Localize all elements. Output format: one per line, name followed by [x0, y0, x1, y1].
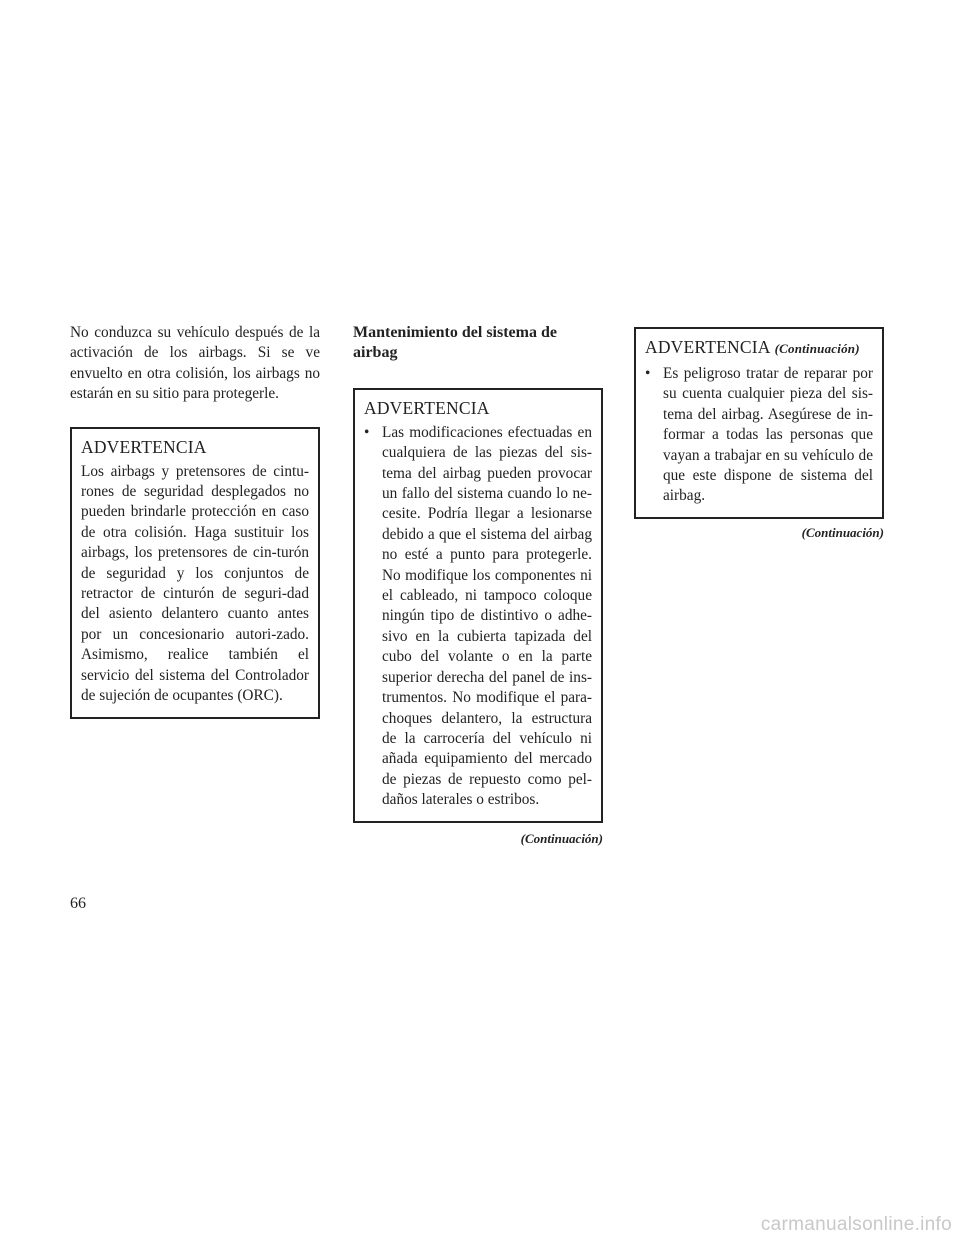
warning-title: [81, 436, 309, 458]
warning-box-3: [634, 327, 884, 519]
intro-paragraph: No conduzca su vehículo después de la activación de los airbags. Si se ve envuelto en otra colisión, los airbags no estarán en su sitio para protegerle.: [70, 324, 320, 403]
warning-title: [364, 397, 592, 419]
warning-text: Los airbags y pretensores de cintu-rones de seguridad desplegados no pueden brindarle protección en caso de otra colisión. Haga sustituir los airbags, los pretensores de cin-turón de seguridad y los conjuntos de retractor de cinturón de seguri-dad del asiento delantero cuanto antes por un concesionario autori-zado. Asimismo, realice también el servicio del sistema del Controlador de sujeción de ocupantes (ORC).: [81, 462, 309, 705]
warning-title: [645, 336, 873, 360]
column-left: [70, 323, 320, 719]
watermark-text: carmanualsonline.info: [760, 1214, 952, 1235]
page-number: 66: [70, 895, 86, 912]
warning-box-2: [353, 388, 603, 823]
bullet-text: Es peligroso tratar de reparar por su cuenta cualquier pieza del sis-tema del airbag. Asegúrese de in-formar a todas las personas que vayan a trabajar en su vehículo de que este dispone de sistema del airbag.: [663, 365, 873, 505]
warning-title-text: ADVERTENCIA: [364, 397, 490, 418]
warning-bullet-list: [645, 364, 873, 507]
column-middle: [353, 323, 603, 847]
warning-title-continued: (Continuación): [774, 341, 860, 356]
column-right: [634, 323, 884, 541]
continued-label: (Continuación): [520, 830, 603, 846]
bullet-text: Las modificaciones efectuadas en cualquiera de las piezas del sis-tema del airbag pueden provocar un fallo del sistema cuando lo ne-cesite. Podría llegar a lesionarse debido a que el sistema del airbag no esté a punto para protegerle. No modifique los componentes ni el cableado, ni tampoco coloque ningún tipo de distintivo o adhe-sivo en la cubierta tapizada del cubo del volante o en la parte superior derecha del panel de ins-trumentos. No modifique el para-choques delantero, la estructura de la carrocería del vehículo ni añada equipamiento del mercado de piezas de repuesto como pel-daños laterales o estribos.: [382, 423, 592, 809]
bullet-icon: •: [364, 423, 370, 441]
warning-bullet-item: [645, 364, 873, 507]
warning-bullet-item: [364, 423, 592, 811]
bullet-icon: •: [645, 365, 651, 382]
warning-title-text: ADVERTENCIA: [645, 337, 771, 357]
continued-label: (Continuación): [801, 524, 884, 540]
warning-title-text: ADVERTENCIA: [81, 436, 207, 457]
warning-bullet-list: [364, 423, 592, 811]
warning-box-1: [70, 427, 320, 719]
section-heading: Mantenimiento del sistema de airbag: [353, 324, 557, 362]
